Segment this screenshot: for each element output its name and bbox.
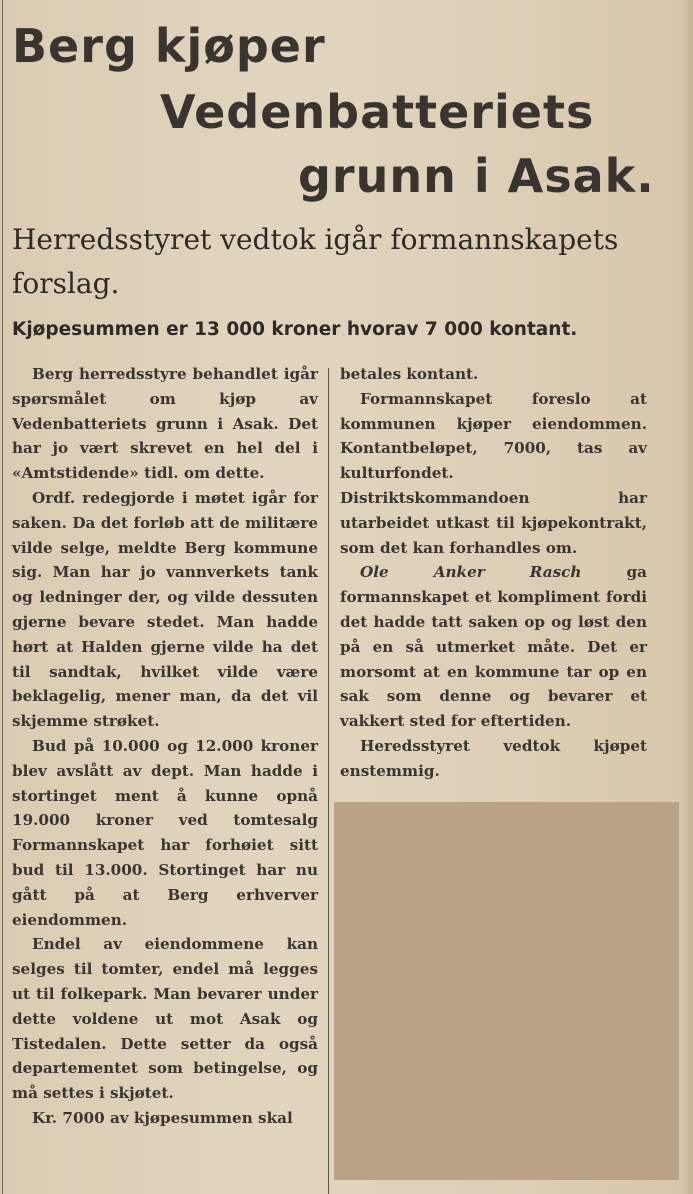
paragraph <box>340 560 647 734</box>
paragraph: Heredsstyret vedtok kjøpet enstemmig. <box>340 736 647 780</box>
subheadline: Herredsstyret vedtok igår formannskapets forslag. <box>12 223 619 300</box>
paragraph: Bud på 10.000 og 12.000 kroner blev avslått av dept. Man hadde i stortinget ment å kunne opnå 19.000 kroner ved tomtesalg Formannskapet har forhøiet sitt bud til 13.000. Stortinget har nu gått på at Berg erhverver eiendommen. <box>12 736 318 929</box>
headline-line-3: grunn i Asak. <box>298 149 655 203</box>
paper-edge-shadow <box>681 0 693 1194</box>
headline-line-2: Vedenbatteriets <box>160 85 595 139</box>
paragraph: Ordf. redegjorde i møtet igår for saken. Da det forløb att de militære vilde selge, meldte Berg kommune sig. Man har jo vannverkets tank og ledninger der, og vilde dessuten gjerne bevare stedet. Man hadde hørt at Halden gjerne vilde ha det til sandtak, hvilket vilde være beklagelig, mener man, da det vil skjemme strøket. <box>12 488 318 731</box>
paragraph: Kr. 7000 av kjøpesummen skal <box>32 1108 293 1127</box>
paragraph: Berg herredsstyre behandlet igår spørsmålet om kjøp av Vedenbatteriets grunn i Asak. Det har jo vært skrevet en hel del i «Amtstidende» tidl. om dette. <box>12 365 318 483</box>
article-column-left <box>12 362 318 1131</box>
paragraph-text: ga formannskapet et kompliment fordi det hadde tatt saken op og løst den på en så utmerket måte. Det er morsomt at en kommune tar op en sak som denne og bevarer et vakkert sted for eftertiden. <box>340 563 647 731</box>
paragraph: Formannskapet foreslo at kommunen kjøper eiendommen. Kontantbeløpet, 7000, tas av kulturfondet. Distriktskommandoen har utarbeidet utkast til kjøpekontrakt, som det kan forhandles om. <box>340 389 647 557</box>
left-border-rule <box>2 0 3 1194</box>
headline-line-1: Berg kjøper <box>12 19 326 73</box>
column-divider <box>328 368 329 1194</box>
paragraph: betales kontant. <box>340 365 479 383</box>
blank-area <box>334 802 679 1180</box>
person-name: Ole Anker Rasch <box>360 563 582 582</box>
article-column-right <box>340 362 647 784</box>
deck-line: Kjøpesummen er 13 000 kroner hvorav 7 000 kontant. <box>12 319 578 340</box>
paragraph: Endel av eiendommene kan selges til tomter, endel må legges ut til folkepark. Man bevarer under dette voldene ut mot Asak og Tistedalen. Dette setter da også departementet som betingelse, og må settes i skjøtet. <box>12 935 318 1103</box>
